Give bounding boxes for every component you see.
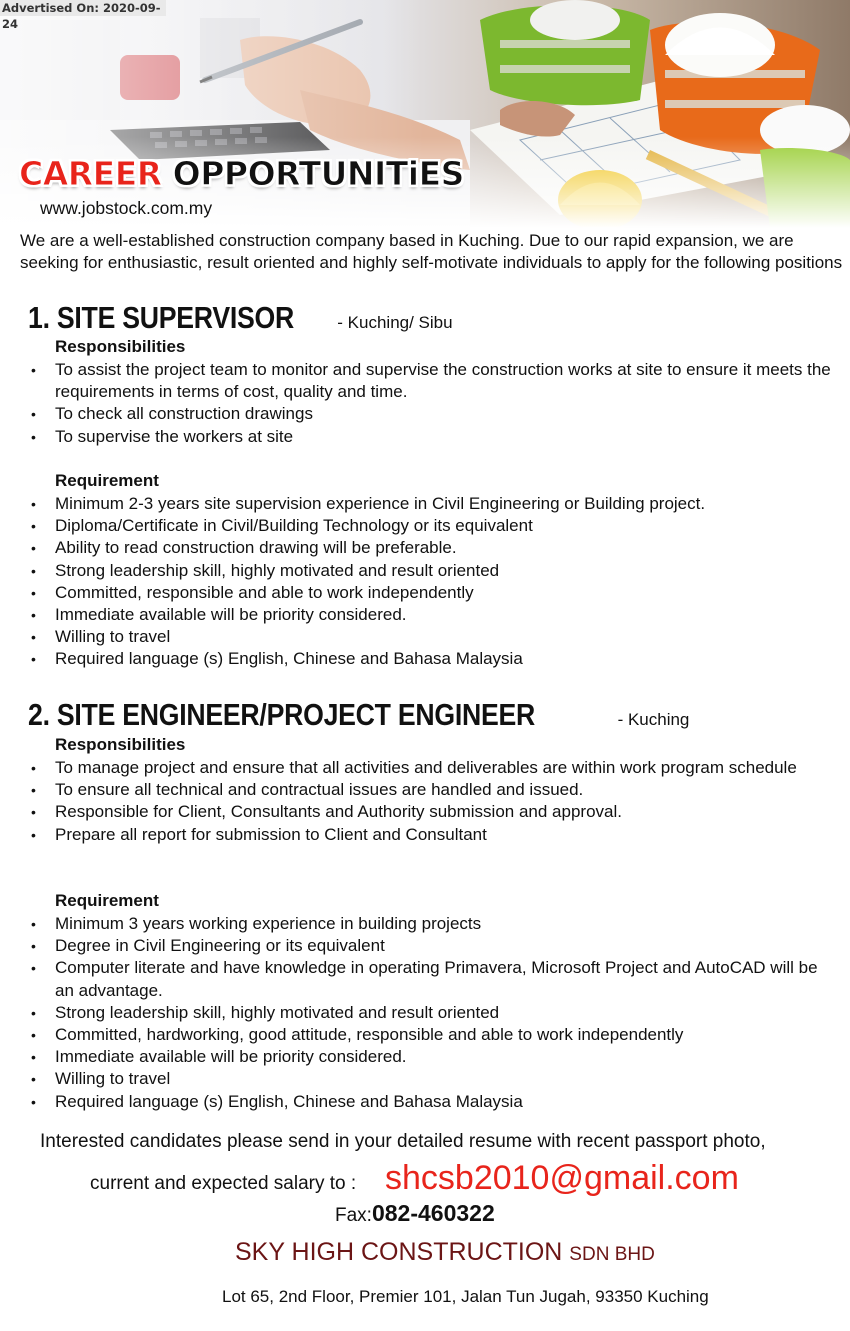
company-name: [235, 1238, 655, 1267]
company-name-suffix: SDN BHD: [569, 1244, 655, 1265]
advertised-date-tag: Advertised On: 2020-09-24: [0, 0, 166, 16]
list-item: • Required language (s) English, Chinese and Bahasa Malaysia: [31, 649, 523, 669]
responsibilities-heading: Responsibilities: [55, 337, 186, 356]
job-location: - Kuching: [617, 710, 690, 729]
list-item: • To check all construction drawings: [31, 404, 313, 424]
list-item: • Computer literate and have knowledge in operating Primavera, Microsoft Project and AutoCAD will be an advantage.: [31, 958, 818, 1000]
requirements-list: [0, 913, 850, 1113]
website-url: www.jobstock.com.my: [40, 198, 213, 218]
apply-salary-line: current and expected salary to :: [90, 1173, 357, 1194]
contact-email-link[interactable]: shcsb2010@gmail.com: [385, 1159, 739, 1197]
list-item: • Ability to read construction drawing will be preferable.: [31, 538, 457, 558]
list-item: • Minimum 2-3 years site supervision experience in Civil Engineering or Building project.: [31, 494, 706, 513]
list-item: • To supervise the workers at site: [31, 426, 294, 446]
requirement-heading: Requirement: [55, 471, 159, 490]
job-heading: [28, 300, 453, 336]
responsibilities-list: [0, 359, 850, 448]
requirements-list: [0, 493, 850, 671]
job-title: 2. SITE ENGINEER/PROJECT ENGINEER: [28, 697, 536, 732]
career-opportunities-heading: [19, 154, 464, 193]
company-address: Lot 65, 2nd Floor, Premier 101, Jalan Tun Jugah, 93350 Kuching: [222, 1287, 709, 1306]
list-item: • Strong leadership skill, highly motivated and result oriented: [31, 560, 500, 580]
list-item: • To manage project and ensure that all activities and deliverables are within work program schedule: [31, 758, 797, 777]
list-item: • Immediate available will be priority considered.: [31, 1047, 407, 1067]
list-item: • Required language (s) English, Chinese and Bahasa Malaysia: [31, 1091, 523, 1111]
fax-label: Fax:: [335, 1205, 372, 1226]
fax-number: 082-460322: [371, 1200, 495, 1226]
responsibilities-heading: Responsibilities: [55, 735, 186, 754]
headline-word-opportunities: OPPORTUNITiES: [172, 154, 464, 193]
intro-paragraph: We are a well-established construction company based in Kuching. Due to our rapid expansion, we are seeking for enthusiastic, result oriented and highly self-motivate individuals to apply for the following positions: [20, 231, 843, 272]
responsibilities-list: [0, 757, 850, 846]
company-name-main: SKY HIGH CONSTRUCTION: [235, 1238, 563, 1266]
list-item: • Willing to travel: [31, 1069, 171, 1089]
list-item: • Committed, responsible and able to work independently: [31, 582, 474, 602]
list-item: • Diploma/Certificate in Civil/Building Technology or its equivalent: [31, 516, 533, 536]
list-item: • To assist the project team to monitor and supervise the construction works at site to ensure it meets the requirements in terms of cost, quality and time.: [31, 360, 831, 402]
hero-banner-image: [0, 0, 850, 228]
requirement-heading: Requirement: [55, 891, 159, 910]
list-item: • Prepare all report for submission to Client and Consultant: [31, 824, 487, 844]
list-item: • To ensure all technical and contractual issues are handled and issued.: [31, 780, 584, 800]
list-item: • Committed, hardworking, good attitude, responsible and able to work independently: [31, 1025, 684, 1045]
apply-instructions: Interested candidates please send in your detailed resume with recent passport photo,: [40, 1131, 766, 1152]
list-item: • Immediate available will be priority considered.: [31, 605, 407, 625]
list-item: • Strong leadership skill, highly motivated and result oriented: [31, 1002, 500, 1022]
headline-word-career: CAREER: [19, 154, 162, 193]
fax-line: [335, 1200, 495, 1227]
list-item: • Degree in Civil Engineering or its equivalent: [31, 936, 385, 956]
job-heading: [28, 697, 689, 733]
job-title: 1. SITE SUPERVISOR: [28, 300, 294, 335]
list-item: • Minimum 3 years working experience in building projects: [31, 914, 482, 933]
list-item: • Willing to travel: [31, 627, 171, 647]
list-item: • Responsible for Client, Consultants and Authority submission and approval.: [31, 802, 622, 822]
job-location: - Kuching/ Sibu: [337, 313, 453, 332]
